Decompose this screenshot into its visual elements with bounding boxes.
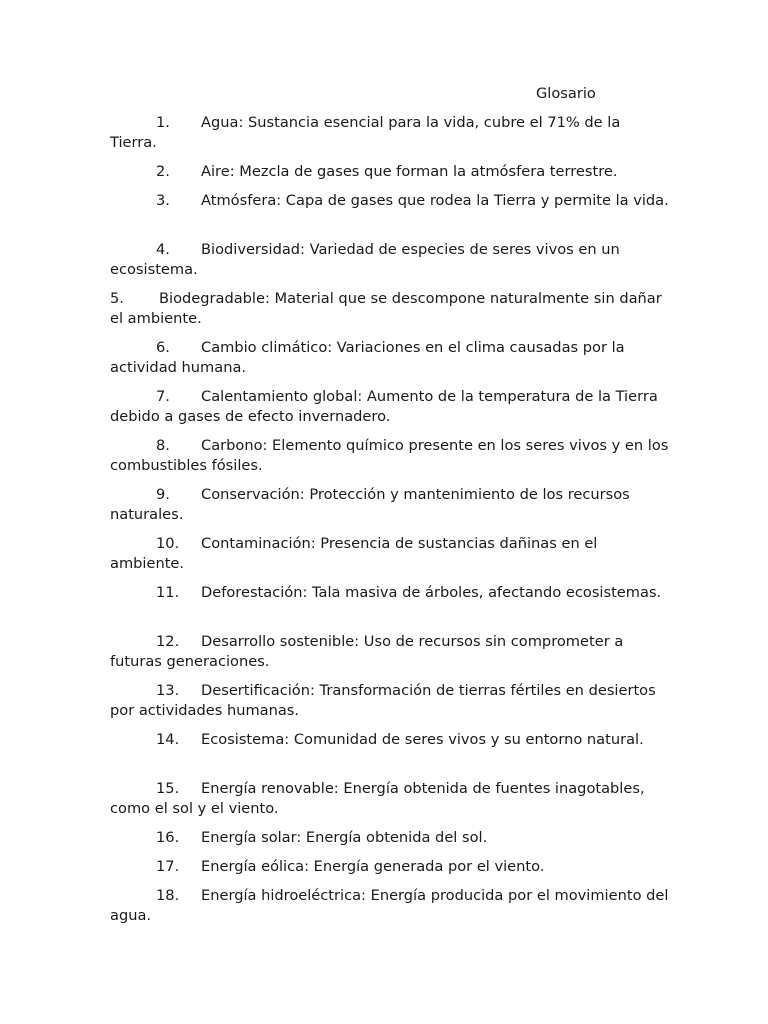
entry-number: 1. [156, 114, 170, 131]
glossary-entry [110, 730, 670, 750]
entry-number: 14. [156, 731, 180, 748]
entry-number: 8. [156, 437, 170, 454]
entry-text: Carbono: Elemento químico presente en los seres vivos y en los combustibles fósiles. [110, 437, 669, 474]
entry-number: 12. [156, 633, 180, 650]
glossary-entry [110, 387, 670, 426]
entry-text: Desarrollo sostenible: Uso de recursos sin comprometer a futuras generaciones. [110, 633, 624, 670]
entry-number: 4. [156, 241, 170, 258]
entry-text: Energía hidroeléctrica: Energía producida por el movimiento del agua. [110, 887, 669, 924]
entry-text: Energía renovable: Energía obtenida de fuentes inagotables, como el sol y el viento. [110, 780, 645, 817]
glossary-entry [110, 113, 670, 152]
entry-text: Conservación: Protección y mantenimiento de los recursos naturales. [110, 486, 630, 523]
glossary-entry [110, 886, 670, 925]
entry-number: 9. [156, 486, 170, 503]
entry-text: Energía eólica: Energía generada por el viento. [201, 858, 545, 875]
entry-text: Calentamiento global: Aumento de la temperatura de la Tierra debido a gases de efecto invernadero. [110, 388, 658, 425]
glossary-entry [110, 828, 670, 848]
entry-number: 15. [156, 780, 180, 797]
glossary-entry [110, 485, 670, 524]
entry-text: Cambio climático: Variaciones en el clima causadas por la actividad humana. [110, 339, 625, 376]
glossary-entry [110, 583, 670, 603]
entry-number: 11. [156, 584, 180, 601]
glossary-entry [110, 779, 670, 818]
entry-number: 7. [156, 388, 170, 405]
glossary-entry [110, 857, 670, 877]
entry-number: 2. [156, 163, 170, 180]
entry-text: Deforestación: Tala masiva de árboles, afectando ecosistemas. [201, 584, 662, 601]
entry-number: 17. [156, 858, 180, 875]
entry-text: Aire: Mezcla de gases que forman la atmósfera terrestre. [201, 163, 618, 180]
entry-text: Biodiversidad: Variedad de especies de seres vivos en un ecosistema. [110, 241, 620, 278]
entry-number: 5. [110, 290, 124, 307]
glossary-entry [110, 289, 670, 328]
entry-number: 6. [156, 339, 170, 356]
glossary-entry [110, 632, 670, 671]
glossary-entry [110, 162, 670, 182]
entry-number: 18. [156, 887, 180, 904]
glossary-entry [110, 534, 670, 573]
glossary-entry [110, 191, 670, 211]
entry-text: Contaminación: Presencia de sustancias dañinas en el ambiente. [110, 535, 598, 572]
entry-number: 16. [156, 829, 180, 846]
entry-text: Agua: Sustancia esencial para la vida, cubre el 71% de la Tierra. [110, 114, 621, 151]
page-title: Glosario [536, 85, 596, 102]
glossary-entry [110, 681, 670, 720]
entry-text: Atmósfera: Capa de gases que rodea la Tierra y permite la vida. [201, 192, 669, 209]
entry-number: 10. [156, 535, 180, 552]
glossary-entry [110, 240, 670, 279]
glossary-entry [110, 436, 670, 475]
glossary-entry [110, 338, 670, 377]
entry-number: 13. [156, 682, 180, 699]
entry-text: Ecosistema: Comunidad de seres vivos y su entorno natural. [201, 731, 644, 748]
entry-text: Biodegradable: Material que se descompone naturalmente sin dañar el ambiente. [110, 290, 662, 327]
entry-number: 3. [156, 192, 170, 209]
entry-text: Desertificación: Transformación de tierras fértiles en desiertos por actividades humanas. [110, 682, 656, 719]
entry-text: Energía solar: Energía obtenida del sol. [201, 829, 488, 846]
